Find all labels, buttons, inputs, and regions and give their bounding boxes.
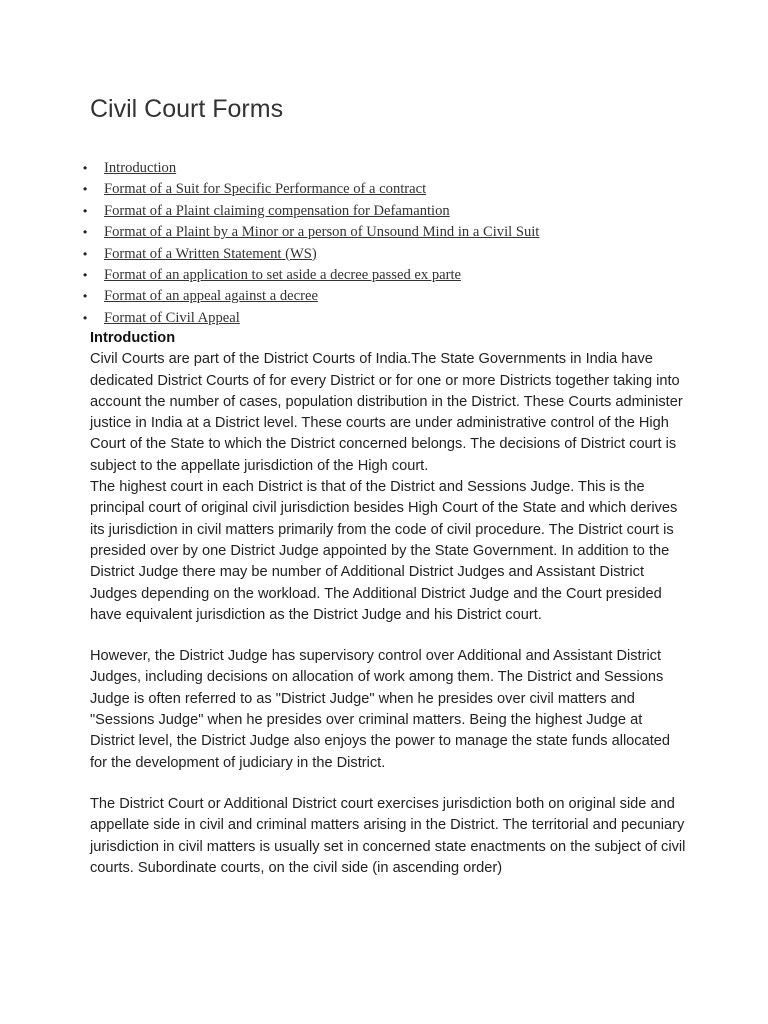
toc-link-minor-plaint[interactable]: Format of a Plaint by a Minor or a person of Unsound Mind in a Civil Suit: [104, 224, 540, 241]
toc-link-specific-performance[interactable]: Format of a Suit for Specific Performance of a contract: [104, 181, 427, 198]
main-content: [90, 328, 690, 879]
toc-link-civil-appeal[interactable]: Format of Civil Appeal: [104, 309, 240, 326]
bullet-icon: •: [83, 310, 88, 325]
toc-item: [83, 308, 539, 329]
paragraph: The highest court in each District is that of the District and Sessions Judge. This is the principal court of original civil jurisdiction besides High Court of the State and which derives its jurisdiction in civil matters primarily from the code of civil procedure. The District court is presided over by one District Judge appointed by the State Government. In addition to the District Judge there may be number of Additional District Judges and Assistant District Judges depending on the workload. The Additional District Judge and the Court presided have equivalent jurisdiction as the District Judge and his District court.: [90, 479, 678, 623]
toc-item: [83, 265, 539, 286]
toc-item: [83, 201, 539, 222]
toc-item: [83, 158, 539, 179]
bullet-icon: •: [83, 182, 88, 197]
toc-link-appeal-decree[interactable]: Format of an appeal against a decree: [104, 288, 318, 305]
bullet-icon: •: [83, 203, 88, 218]
toc-link-introduction[interactable]: Introduction: [104, 160, 177, 176]
toc-item: [83, 222, 540, 243]
paragraph: Civil Courts are part of the District Courts of India.The State Governments in India have dedicated District Courts of for every District or for one or more Districts together taking into account the number of cases, population distribution in the District. These Courts administer justice in India at a District level. These courts are under administrative control of the High Court of the State to which the District concerned belongs. The decisions of District court is subject to the appellate jurisdiction of the High court.: [90, 351, 683, 474]
bullet-icon: •: [83, 161, 88, 175]
bullet-icon: •: [83, 268, 88, 283]
bullet-icon: •: [83, 289, 88, 304]
toc-item: [83, 286, 539, 307]
toc-link-set-aside-decree[interactable]: Format of an application to set aside a decree passed ex parte: [104, 267, 461, 284]
bullet-icon: •: [83, 225, 88, 240]
toc-item: [83, 179, 539, 200]
section-heading: Introduction: [90, 330, 176, 346]
paragraph: The District Court or Additional District court exercises jurisdiction both on original side and appellate side in civil and criminal matters arising in the District. The territorial and pecuniary jurisdiction in civil matters is usually set in concerned state enactments on the subject of civil courts. Subordinate courts, on the civil side (in ascending order): [90, 795, 686, 876]
toc-link-written-statement[interactable]: Format of a Written Statement (WS): [104, 245, 317, 262]
toc-item: [83, 244, 539, 265]
bullet-icon: •: [83, 246, 88, 261]
page-title: Civil Court Forms: [90, 95, 284, 123]
paragraph: However, the District Judge has supervisory control over Additional and Assistant District Judges, including decisions on allocation of work among them. The District and Sessions Judge is often referred to as "District Judge" when he presides over civil matters and "Sessions Judge" when he presides over criminal matters. Being the highest Judge at District level, the District Judge also enjoys the power to manage the state funds allocated for the development of judiciary in the District.: [90, 648, 671, 771]
table-of-contents: [83, 158, 540, 329]
toc-link-defamation[interactable]: Format of a Plaint claiming compensation for Defamantion: [104, 202, 450, 219]
